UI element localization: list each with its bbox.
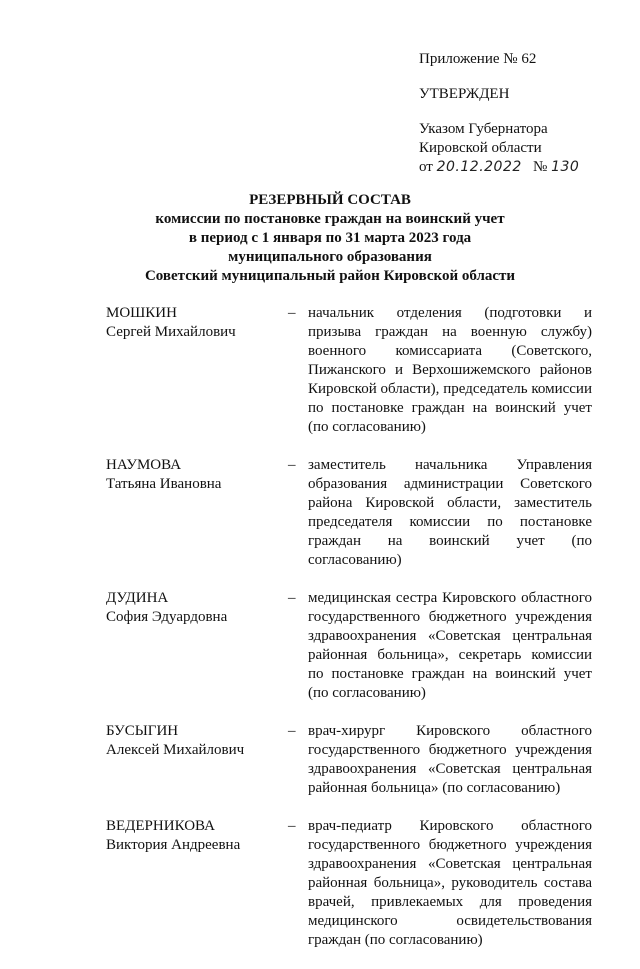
member-dash: – <box>288 723 296 739</box>
heading-line-2: в период с 1 января по 31 марта 2023 года <box>188 230 472 246</box>
member-name <box>106 722 288 798</box>
member-given-name: Сергей Михайлович <box>106 324 236 340</box>
members-list <box>106 304 596 969</box>
member-given-name: Виктория Андреевна <box>106 837 241 853</box>
heading-line-3: муниципального образования <box>228 249 432 265</box>
member-name <box>106 589 288 703</box>
decree-line-2: Кировской области <box>419 140 542 156</box>
handwritten-number: 130 <box>551 159 580 175</box>
member-dash: – <box>288 457 296 473</box>
member-surname: БУСЫГИН <box>106 723 179 739</box>
decree-date-line <box>419 158 629 177</box>
member-name <box>106 456 288 570</box>
heading-line-1: комиссии по постановке граждан на воинский учет <box>155 211 505 227</box>
member-dash: – <box>288 590 296 606</box>
heading-line-4: Советский муниципальный район Кировской области <box>144 268 516 284</box>
member-name <box>106 304 288 437</box>
document-heading <box>100 191 560 286</box>
member-given-name: София Эдуардовна <box>106 609 228 625</box>
appendix-number: Приложение № 62 <box>419 51 537 67</box>
member-surname: ВЕДЕРНИКОВА <box>106 818 215 834</box>
member-item <box>106 722 596 798</box>
approval-block <box>419 50 629 177</box>
decree-line-1: Указом Губернатора <box>419 121 548 137</box>
member-role: заместитель начальника Управления образования администрации Советского района Кировской области, заместитель председателя комиссии по постановке граждан на воинский учет (по согласованию) <box>308 457 592 568</box>
member-name <box>106 817 288 950</box>
number-label: № <box>533 159 548 175</box>
member-item <box>106 304 596 437</box>
member-surname: НАУМОВА <box>106 457 182 473</box>
member-dash: – <box>288 818 296 834</box>
member-surname: ДУДИНА <box>106 590 169 606</box>
handwritten-date: 20.12.2022 <box>436 159 522 175</box>
member-dash: – <box>288 305 296 321</box>
from-label: от <box>419 159 433 175</box>
member-role: врач-педиатр Кировского областного государственного бюджетного учреждения здравоохранения «Советская центральная районная больница», руководитель состава врачей, привлекаемых для проведения медицинского освидетельствования граждан (по согласованию) <box>308 818 592 948</box>
member-role: медицинская сестра Кировского областного государственного бюджетного учреждения здравоохранения «Советская центральная районная больница», секретарь комиссии по постановке граждан на воинский учет (по согласованию) <box>308 590 592 701</box>
member-item <box>106 456 596 570</box>
approved-label: УТВЕРЖДЕН <box>419 86 510 102</box>
member-item <box>106 589 596 703</box>
member-role: начальник отделения (подготовки и призыва граждан на военную службу) военного комиссариата (Советского, Пижанского и Верхошижемского районов Кировской области), председатель комиссии по постановке граждан на воинский учет (по согласованию) <box>308 305 592 435</box>
member-given-name: Алексей Михайлович <box>106 742 245 758</box>
member-role: врач-хирург Кировского областного государственного бюджетного учреждения здравоохранения «Советская центральная районная больница» (по согласованию) <box>308 723 592 796</box>
member-item <box>106 817 596 950</box>
member-given-name: Татьяна Ивановна <box>106 476 222 492</box>
document-title: РЕЗЕРВНЫЙ СОСТАВ <box>249 192 411 208</box>
member-surname: МОШКИН <box>106 305 177 321</box>
